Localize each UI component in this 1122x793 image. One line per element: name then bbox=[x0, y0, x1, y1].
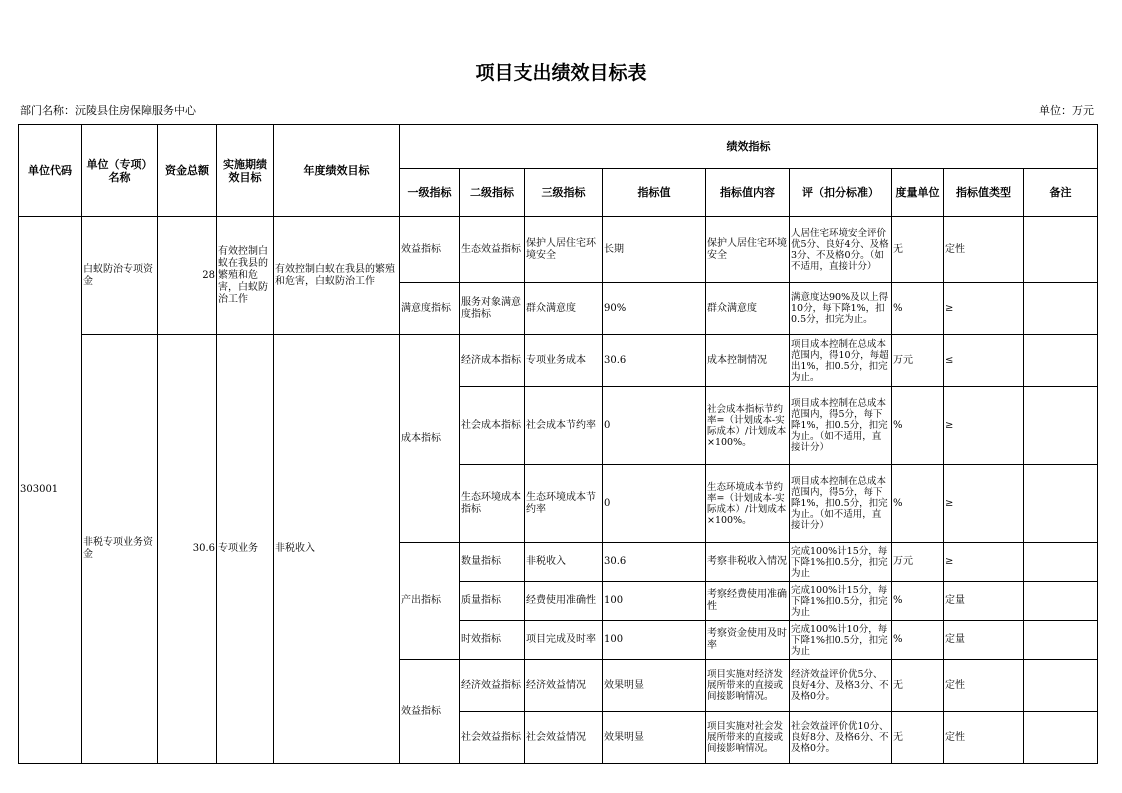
value-type-cell: ≥ bbox=[944, 387, 1024, 465]
level2-cell: 质量指标 bbox=[460, 582, 525, 621]
scoring-cell: 社会效益评价优10分、良好8分、及格6分、不及格0分。 bbox=[790, 712, 892, 764]
measure-unit-cell: 无 bbox=[892, 217, 944, 283]
header-scoring: 评（扣分标准） bbox=[790, 169, 892, 217]
scoring-cell: 完成100%计15分，每下降1%扣0.5分，扣完为止 bbox=[790, 543, 892, 582]
project-amount-cell: 28 bbox=[158, 217, 217, 335]
level2-cell: 社会成本指标 bbox=[460, 387, 525, 465]
project-name-cell: 白蚁防治专项资金 bbox=[82, 217, 158, 335]
table-row bbox=[19, 335, 1098, 387]
header-level2: 二级指标 bbox=[460, 169, 525, 217]
value-cell: 0 bbox=[603, 465, 706, 543]
value-type-cell: 定量 bbox=[944, 621, 1024, 660]
value-cell: 效果明显 bbox=[603, 660, 706, 712]
level3-cell: 经费使用准确性 bbox=[525, 582, 603, 621]
level2-cell: 经济效益指标 bbox=[460, 660, 525, 712]
level1-cell: 满意度指标 bbox=[400, 283, 460, 335]
header-measure-unit: 度量单位 bbox=[892, 169, 944, 217]
level3-cell: 保护人居住宅环境安全 bbox=[525, 217, 603, 283]
content-cell: 保护人居住宅环境安全 bbox=[706, 217, 790, 283]
project-name-cell: 非税专项业务资金 bbox=[82, 335, 158, 764]
level3-cell: 项目完成及时率 bbox=[525, 621, 603, 660]
project-amount-cell: 30.6 bbox=[158, 335, 217, 764]
annual-goal-cell: 有效控制白蚁在我县的繁殖和危害，白蚁防治工作 bbox=[274, 217, 400, 335]
level1-cell: 产出指标 bbox=[400, 543, 460, 660]
value-cell: 90% bbox=[603, 283, 706, 335]
header-note: 备注 bbox=[1024, 169, 1098, 217]
value-cell: 30.6 bbox=[603, 543, 706, 582]
note-cell bbox=[1024, 387, 1098, 465]
header-indicators: 绩效指标 bbox=[400, 125, 1098, 169]
scoring-cell: 项目成本控制在总成本范围内，得5分，每下降1%，扣0.5分，扣完为止。（如不适用，直接计分） bbox=[790, 387, 892, 465]
measure-unit-cell: % bbox=[892, 621, 944, 660]
header-period-goal: 实施期绩效目标 bbox=[217, 125, 274, 217]
header-value: 指标值 bbox=[603, 169, 706, 217]
note-cell bbox=[1024, 335, 1098, 387]
content-cell: 社会成本指标节约率=（计划成本-实际成本）/计划成本×100%。 bbox=[706, 387, 790, 465]
page-title: 项目支出绩效目标表 bbox=[475, 62, 647, 84]
level1-cell: 效益指标 bbox=[400, 660, 460, 764]
value-cell: 长期 bbox=[603, 217, 706, 283]
measure-unit-cell: 万元 bbox=[892, 335, 944, 387]
content-cell: 考察经费使用准确性 bbox=[706, 582, 790, 621]
period-goal-cell: 有效控制白蚁在我县的繁殖和危害，白蚁防治工作 bbox=[217, 217, 274, 335]
content-cell: 项目实施对社会发展所带来的直接或间接影响情况。 bbox=[706, 712, 790, 764]
measure-unit-cell: % bbox=[892, 582, 944, 621]
level2-cell: 经济成本指标 bbox=[460, 335, 525, 387]
value-type-cell: ≥ bbox=[944, 543, 1024, 582]
performance-target-table bbox=[18, 124, 1098, 764]
scoring-cell: 满意度达90%及以上得10分，每下降1%，扣0.5分，扣完为止。 bbox=[790, 283, 892, 335]
measure-unit-cell: 无 bbox=[892, 660, 944, 712]
value-type-cell: 定量 bbox=[944, 582, 1024, 621]
level2-cell: 数量指标 bbox=[460, 543, 525, 582]
header-unit-name: 单位（专项）名称 bbox=[82, 125, 158, 217]
level3-cell: 经济效益情况 bbox=[525, 660, 603, 712]
value-cell: 效果明显 bbox=[603, 712, 706, 764]
note-cell bbox=[1024, 543, 1098, 582]
level2-cell: 时效指标 bbox=[460, 621, 525, 660]
level3-cell: 专项业务成本 bbox=[525, 335, 603, 387]
scoring-cell: 经济效益评价优5分、良好4分、及格3分、不及格0分。 bbox=[790, 660, 892, 712]
value-type-cell: ≥ bbox=[944, 465, 1024, 543]
value-cell: 100 bbox=[603, 582, 706, 621]
header-annual-goal: 年度绩效目标 bbox=[274, 125, 400, 217]
scoring-cell: 项目成本控制在总成本范围内，得5分，每下降1%，扣0.5分，扣完为止。（如不适用，直接计分） bbox=[790, 465, 892, 543]
note-cell bbox=[1024, 283, 1098, 335]
level1-cell: 成本指标 bbox=[400, 335, 460, 543]
measure-unit-cell: % bbox=[892, 283, 944, 335]
header-level1: 一级指标 bbox=[400, 169, 460, 217]
scoring-cell: 完成100%计10分，每下降1%扣0.5分，扣完为止 bbox=[790, 621, 892, 660]
unit-code-cell: 303001 bbox=[19, 217, 82, 764]
value-type-cell: ≤ bbox=[944, 335, 1024, 387]
level1-cell: 效益指标 bbox=[400, 217, 460, 283]
note-cell bbox=[1024, 217, 1098, 283]
content-cell: 考察资金使用及时率 bbox=[706, 621, 790, 660]
value-type-cell: 定性 bbox=[944, 217, 1024, 283]
period-goal-cell: 专项业务 bbox=[217, 335, 274, 764]
level3-cell: 社会成本节约率 bbox=[525, 387, 603, 465]
value-cell: 0 bbox=[603, 387, 706, 465]
value-type-cell: 定性 bbox=[944, 660, 1024, 712]
level3-cell: 生态环境成本节约率 bbox=[525, 465, 603, 543]
value-type-cell: ≥ bbox=[944, 283, 1024, 335]
header-value-type: 指标值类型 bbox=[944, 169, 1024, 217]
header-level3: 三级指标 bbox=[525, 169, 603, 217]
header-unit-code: 单位代码 bbox=[19, 125, 82, 217]
header-content: 指标值内容 bbox=[706, 169, 790, 217]
content-cell: 群众满意度 bbox=[706, 283, 790, 335]
level2-cell: 服务对象满意度指标 bbox=[460, 283, 525, 335]
content-cell: 项目实施对经济发展所带来的直接或间接影响情况。 bbox=[706, 660, 790, 712]
value-cell: 100 bbox=[603, 621, 706, 660]
annual-goal-cell: 非税收入 bbox=[274, 335, 400, 764]
note-cell bbox=[1024, 621, 1098, 660]
scoring-cell: 完成100%计15分，每下降1%扣0.5分，扣完为止 bbox=[790, 582, 892, 621]
note-cell bbox=[1024, 582, 1098, 621]
level2-cell: 生态环境成本指标 bbox=[460, 465, 525, 543]
measure-unit-cell: % bbox=[892, 465, 944, 543]
note-cell bbox=[1024, 660, 1098, 712]
content-cell: 生态环境成本节约率=（计划成本-实际成本）/计划成本×100%。 bbox=[706, 465, 790, 543]
level2-cell: 社会效益指标 bbox=[460, 712, 525, 764]
note-cell bbox=[1024, 712, 1098, 764]
note-cell bbox=[1024, 465, 1098, 543]
scoring-cell: 项目成本控制在总成本范围内，得10分，每超出1%，扣0.5分，扣完为止。 bbox=[790, 335, 892, 387]
department-label: 部门名称：沅陵县住房保障服务中心 bbox=[20, 104, 196, 117]
level3-cell: 社会效益情况 bbox=[525, 712, 603, 764]
level3-cell: 群众满意度 bbox=[525, 283, 603, 335]
measure-unit-cell: 无 bbox=[892, 712, 944, 764]
measure-unit-cell: % bbox=[892, 387, 944, 465]
header-total-funds: 资金总额 bbox=[158, 125, 217, 217]
content-cell: 考察非税收入情况 bbox=[706, 543, 790, 582]
currency-unit-label: 单位：万元 bbox=[1039, 104, 1094, 117]
content-cell: 成本控制情况 bbox=[706, 335, 790, 387]
scoring-cell: 人居住宅环境安全评价优5分、良好4分、及格3分、不及格0分。（如不适用，直接计分） bbox=[790, 217, 892, 283]
value-type-cell: 定性 bbox=[944, 712, 1024, 764]
measure-unit-cell: 万元 bbox=[892, 543, 944, 582]
value-cell: 30.6 bbox=[603, 335, 706, 387]
table-row bbox=[19, 217, 1098, 283]
level2-cell: 生态效益指标 bbox=[460, 217, 525, 283]
level3-cell: 非税收入 bbox=[525, 543, 603, 582]
